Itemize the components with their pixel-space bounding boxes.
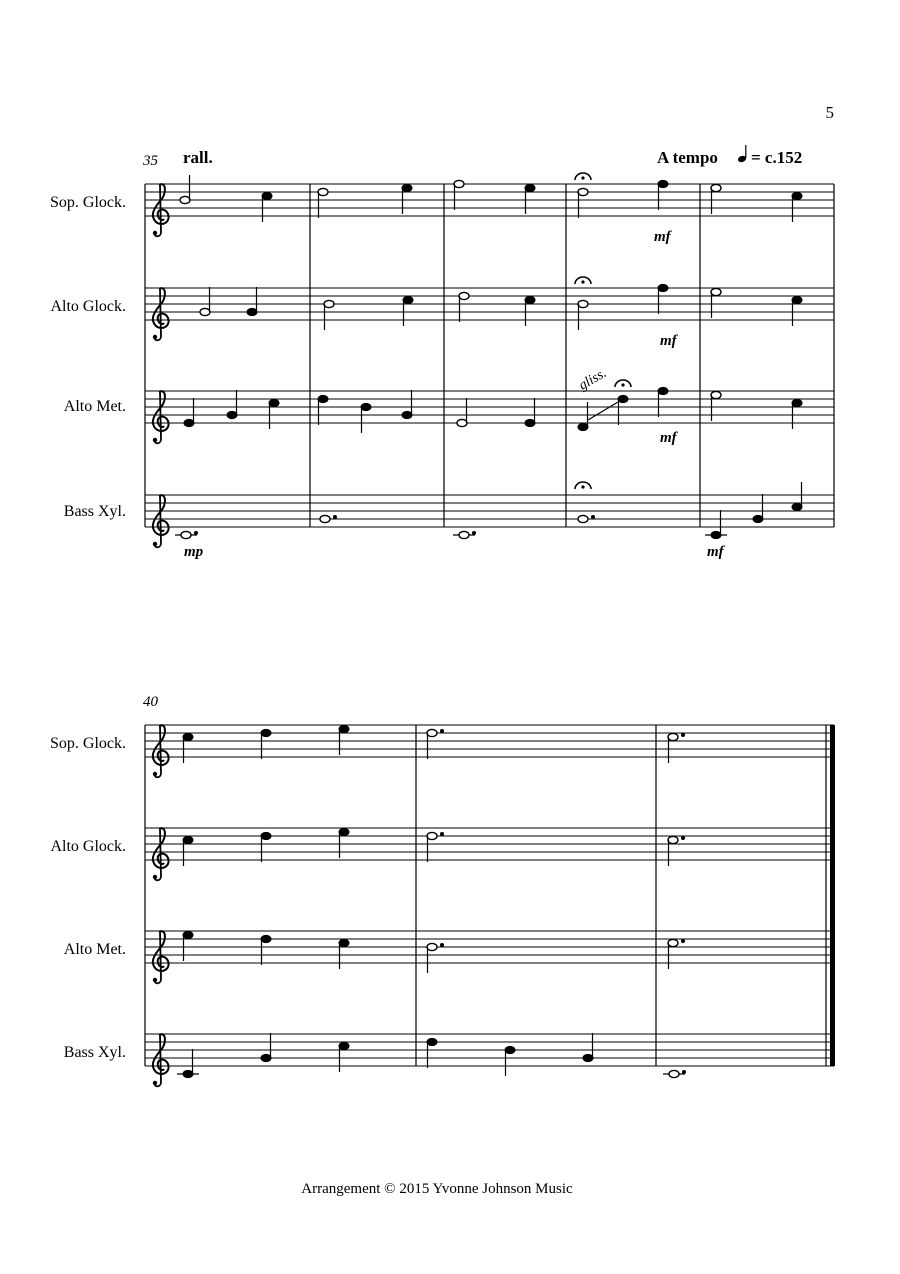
instrument-label-bass-xyl: Bass Xyl. — [63, 503, 126, 520]
instrument-label-alto-glock: Alto Glock. — [50, 298, 126, 315]
instrument-label-alto-met: Alto Met. — [63, 398, 126, 415]
dynamic-mark: mp — [184, 544, 204, 560]
notes-bass-xyl-s2 — [177, 1033, 686, 1078]
staff-bass-xyl — [145, 1034, 834, 1066]
staff-alto-met — [145, 391, 834, 423]
dynamic-mark: mf — [660, 430, 677, 446]
page-number: 5 — [825, 103, 834, 122]
notes-alto-met-s1 — [184, 387, 802, 433]
dynamic-mark: mf — [660, 333, 677, 349]
gliss-marking: gliss. — [576, 365, 610, 394]
a-tempo-marking: A tempo — [657, 148, 718, 167]
copyright-footer: Arrangement © 2015 Yvonne Johnson Music — [301, 1181, 573, 1197]
instrument-label-bass-xyl: Bass Xyl. — [63, 1044, 126, 1061]
fermata-icon — [615, 380, 631, 387]
dynamic-mark: mf — [654, 229, 671, 245]
instrument-label-alto-glock: Alto Glock. — [50, 838, 126, 855]
tempo-quarter-note-icon — [737, 145, 747, 163]
instrument-label-alto-met: Alto Met. — [63, 941, 126, 958]
staff-sop-glock — [145, 184, 834, 216]
measure-number-40: 40 — [143, 694, 158, 710]
staff-alto-glock — [145, 828, 834, 860]
staff-alto-glock — [145, 288, 834, 320]
fermata-icon — [575, 482, 591, 489]
fermata-icon — [575, 173, 591, 180]
instrument-label-sop-glock: Sop. Glock. — [50, 194, 126, 211]
rall-marking: rall. — [183, 148, 213, 167]
system-2 — [50, 694, 835, 1086]
system-2-barlines — [145, 725, 826, 1066]
notes-alto-glock-s1 — [200, 284, 802, 330]
instrument-label-sop-glock: Sop. Glock. — [50, 735, 126, 752]
staff-sop-glock — [145, 725, 834, 757]
notes-bass-xyl-s1 — [175, 482, 802, 539]
system-1 — [50, 145, 834, 560]
staff-alto-met — [145, 931, 834, 963]
notes-alto-met-s2 — [183, 931, 685, 973]
measure-number-35: 35 — [143, 153, 158, 169]
system-1-barlines — [145, 184, 834, 527]
fermata-icon — [575, 277, 591, 284]
dynamic-mark: mf — [707, 544, 724, 560]
notes-sop-glock-s1 — [180, 175, 802, 222]
final-barline — [830, 725, 835, 1066]
tempo-value: = c.152 — [751, 148, 803, 167]
staff-bass-xyl — [145, 495, 834, 527]
